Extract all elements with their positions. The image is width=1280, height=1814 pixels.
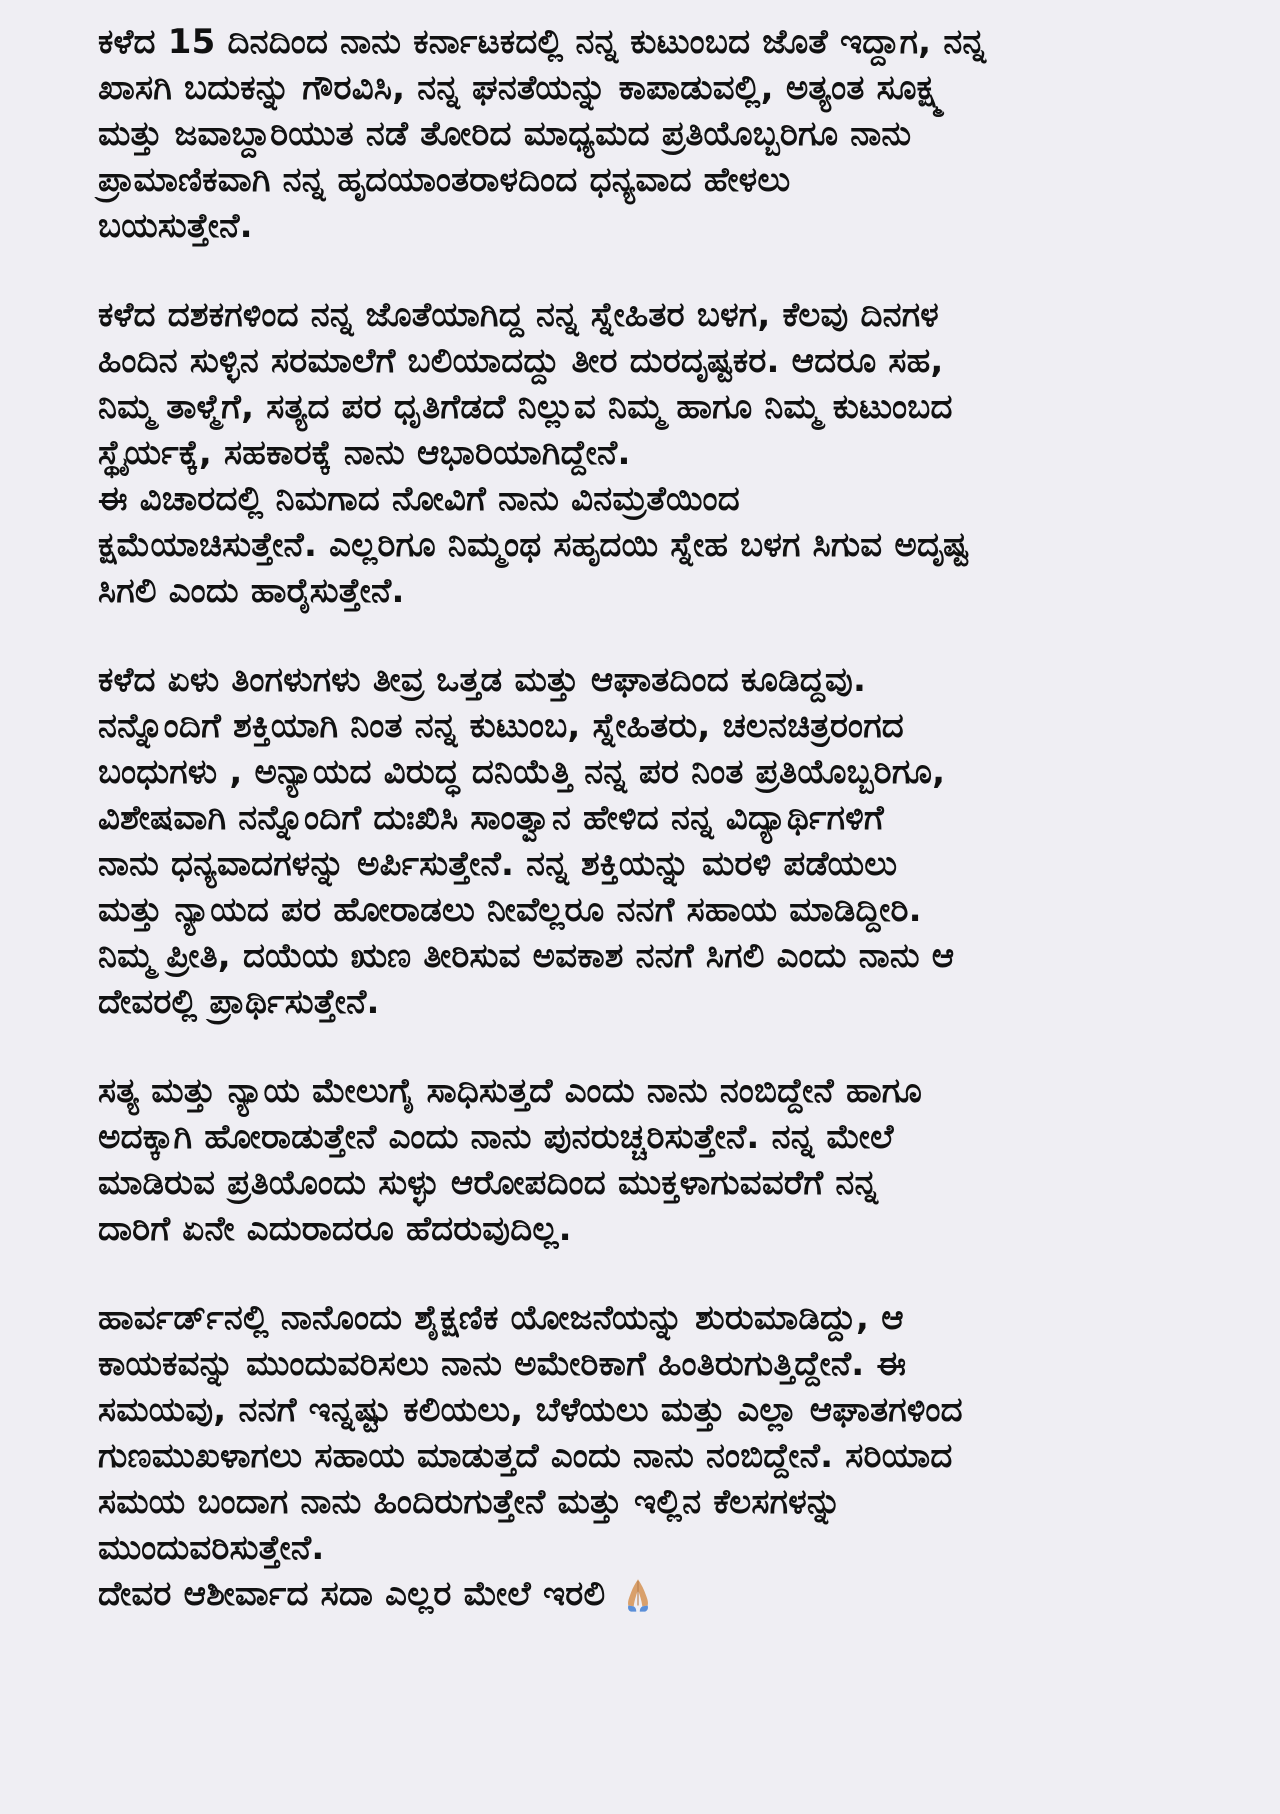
paragraph-1 — [98, 20, 1210, 248]
text-line: ಸತ್ಯ ಮತ್ತು ನ್ಯಾಯ ಮೇಲುಗೈ ಸಾಧಿಸುತ್ತದೆ ಎಂದು ನಾನು ನಂಬಿದ್ದೇನೆ ಹಾಗೂ — [98, 1071, 923, 1111]
text-line: ಸಿಗಲಿ ಎಂದು ಹಾರೈಸುತ್ತೇನೆ. — [98, 571, 405, 611]
text-line: ಹಿಂದಿನ ಸುಳ್ಳಿನ ಸರಮಾಲೆಗೆ ಬಲಿಯಾದದ್ದು ತೀರ ದುರದೃಷ್ಟಕರ. ಆದರೂ ಸಹ, — [98, 341, 944, 381]
paragraph-3 — [98, 658, 1210, 1024]
text-line: ಕಳೆದ 15 ದಿನದಿಂದ ನಾನು ಕರ್ನಾಟಕದಲ್ಲಿ ನನ್ನ ಕುಟುಂಬದ ಜೊತೆ ಇದ್ದಾಗ, ನನ್ನ — [98, 22, 987, 62]
text-line: ಪ್ರಾಮಾಣಿಕವಾಗಿ ನನ್ನ ಹೃದಯಾಂತರಾಳದಿಂದ ಧನ್ಯವಾದ ಹೇಳಲು — [98, 160, 791, 200]
text-line: ಕಳೆದ ದಶಕಗಳಿಂದ ನನ್ನ ಜೊತೆಯಾಗಿದ್ದ ನನ್ನ ಸ್ನೇಹಿತರ ಬಳಗ, ಕೆಲವು ದಿನಗಳ — [98, 295, 939, 335]
text-line: ಕಳೆದ ಏಳು ತಿಂಗಳುಗಳು ತೀವ್ರ ಒತ್ತಡ ಮತ್ತು ಆಘಾತದಿಂದ ಕೂಡಿದ್ದವು. — [98, 660, 867, 700]
text-line: ಹಾರ್ವರ್ಡ್‌ನಲ್ಲಿ ನಾನೊಂದು ಶೈಕ್ಷಣಿಕ ಯೋಜನೆಯನ್ನು ಶುರುಮಾಡಿದ್ದು, ಆ — [98, 1298, 904, 1338]
text-line: ದೇವರಲ್ಲಿ ಪ್ರಾರ್ಥಿಸುತ್ತೇನೆ. — [98, 982, 380, 1022]
text-line: ನನ್ನೊಂದಿಗೆ ಶಕ್ತಿಯಾಗಿ ನಿಂತ ನನ್ನ ಕುಟುಂಬ, ಸ್ನೇಹಿತರು, ಚಲನಚಿತ್ರರಂಗದ — [98, 706, 904, 746]
text-line: ನಿಮ್ಮ ಪ್ರೀತಿ, ದಯೆಯ ಋಣ ತೀರಿಸುವ ಅವಕಾಶ ನನಗೆ ಸಿಗಲಿ ಎಂದು ನಾನು ಆ — [98, 936, 955, 976]
closing-line — [98, 1572, 1210, 1616]
text-line: ಬಯಸುತ್ತೇನೆ. — [98, 206, 253, 246]
text-line: ಸ್ಥೈರ್ಯಕ್ಕೆ, ಸಹಕಾರಕ್ಕೆ ನಾನು ಆಭಾರಿಯಾಗಿದ್ದೇನೆ. — [98, 433, 631, 473]
text-line: ದಾರಿಗೆ ಏನೇ ಎದುರಾದರೂ ಹೆದರುವುದಿಲ್ಲ. — [98, 1209, 572, 1249]
text-line: ಮುಂದುವರಿಸುತ್ತೇನೆ. — [98, 1528, 325, 1568]
folded-hands-icon — [615, 1572, 661, 1616]
paragraph-2 — [98, 293, 1210, 613]
text-line: ಈ ವಿಚಾರದಲ್ಲಿ ನಿಮಗಾದ ನೋವಿಗೆ ನಾನು ವಿನಮ್ರತೆಯಿಂದ — [98, 479, 740, 519]
text-line: ನಾನು ಧನ್ಯವಾದಗಳನ್ನು ಅರ್ಪಿಸುತ್ತೇನೆ. ನನ್ನ ಶಕ್ತಿಯನ್ನು ಮರಳಿ ಪಡೆಯಲು — [98, 844, 898, 884]
text-line: ವಿಶೇಷವಾಗಿ ನನ್ನೊಂದಿಗೆ ದುಃಖಿಸಿ ಸಾಂತ್ವಾನ ಹೇಳಿದ ನನ್ನ ವಿದ್ಯಾರ್ಥಿಗಳಿಗೆ — [98, 798, 884, 838]
text-line: ಸಮಯವು, ನನಗೆ ಇನ್ನಷ್ಟು ಕಲಿಯಲು, ಬೆಳೆಯಲು ಮತ್ತು ಎಲ್ಲಾ ಆಘಾತಗಳಿಂದ — [98, 1390, 963, 1430]
text-line: ಅದಕ್ಕಾಗಿ ಹೋರಾಡುತ್ತೇನೆ ಎಂದು ನಾನು ಪುನರುಚ್ಚರಿಸುತ್ತೇನೆ. ನನ್ನ ಮೇಲೆ — [98, 1117, 894, 1157]
text-line: ಕ್ಷಮೆಯಾಚಿಸುತ್ತೇನೆ. ಎಲ್ಲರಿಗೂ ನಿಮ್ಮಂಥ ಸಹೃದಯಿ ಸ್ನೇಹ ಬಳಗ ಸಿಗುವ ಅದೃಷ್ಟ — [98, 525, 969, 565]
text-line: ಬಂಧುಗಳು , ಅನ್ಯಾಯದ ವಿರುದ್ಧ ದನಿಯೆತ್ತಿ ನನ್ನ ಪರ ನಿಂತ ಪ್ರತಿಯೊಬ್ಬರಿಗೂ, — [98, 752, 946, 792]
text-line: ನಿಮ್ಮ ತಾಳ್ಮೆಗೆ, ಸತ್ಯದ ಪರ ಧೃತಿಗೆಡದೆ ನಿಲ್ಲುವ ನಿಮ್ಮ ಹಾಗೂ ನಿಮ್ಮ ಕುಟುಂಬದ — [98, 387, 953, 427]
text-line: ಮತ್ತು ನ್ಯಾಯದ ಪರ ಹೋರಾಡಲು ನೀವೆಲ್ಲರೂ ನನಗೆ ಸಹಾಯ ಮಾಡಿದ್ದೀರಿ. — [98, 890, 922, 930]
text-line: ಗುಣಮುಖಳಾಗಲು ಸಹಾಯ ಮಾಡುತ್ತದೆ ಎಂದು ನಾನು ನಂಬಿದ್ದೇನೆ. ಸರಿಯಾದ — [98, 1436, 953, 1476]
text-line: ಕಾಯಕವನ್ನು ಮುಂದುವರಿಸಲು ನಾನು ಅಮೇರಿಕಾಗೆ ಹಿಂತಿರುಗುತ್ತಿದ್ದೇನೆ. ಈ — [98, 1344, 907, 1384]
closing-text: ದೇವರ ಆಶೀರ್ವಾದ ಸದಾ ಎಲ್ಲರ ಮೇಲೆ ಇರಲಿ — [98, 1574, 606, 1614]
paragraph-4 — [98, 1069, 1210, 1251]
text-line: ಸಮಯ ಬಂದಾಗ ನಾನು ಹಿಂದಿರುಗುತ್ತೇನೆ ಮತ್ತು ಇಲ್ಲಿನ ಕೆಲಸಗಳನ್ನು — [98, 1482, 842, 1522]
paragraph-5 — [98, 1296, 1210, 1616]
text-line: ಮಾಡಿರುವ ಪ್ರತಿಯೊಂದು ಸುಳ್ಳು ಆರೋಪದಿಂದ ಮುಕ್ತಳಾಗುವವರೆಗೆ ನನ್ನ — [98, 1163, 879, 1203]
text-line: ಖಾಸಗಿ ಬದುಕನ್ನು ಗೌರವಿಸಿ, ನನ್ನ ಘನತೆಯನ್ನು ಕಾಪಾಡುವಲ್ಲಿ, ಅತ್ಯಂತ ಸೂಕ್ಷ್ಮ — [98, 68, 943, 108]
text-line: ಮತ್ತು ಜವಾಬ್ದಾರಿಯುತ ನಡೆ ತೋರಿದ ಮಾಧ್ಯಮದ ಪ್ರತಿಯೊಬ್ಬರಿಗೂ ನಾನು — [98, 114, 912, 154]
